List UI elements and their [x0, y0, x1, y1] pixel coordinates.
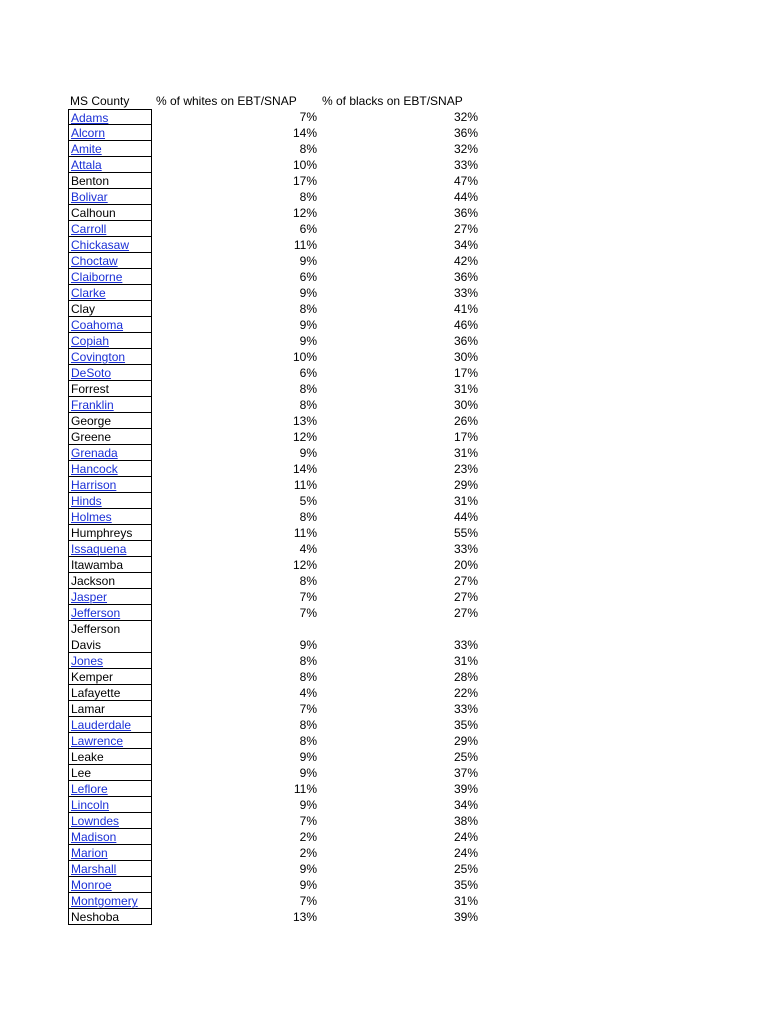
table-row [68, 829, 488, 845]
white-pct-cell: 8% [299, 718, 317, 732]
black-pct-cell: 24% [453, 846, 478, 860]
county-name: Leake [68, 749, 152, 765]
black-pct-cell: 35% [453, 878, 478, 892]
table-row [68, 685, 488, 701]
white-pct-cell: 12% [292, 558, 317, 572]
white-pct-cell: 7% [299, 110, 317, 124]
table-row [68, 141, 488, 157]
table-row [68, 269, 488, 285]
table-row [68, 493, 488, 509]
table-row [68, 381, 488, 397]
white-pct-cell: 13% [292, 414, 317, 428]
white-pct-cell: 7% [299, 894, 317, 908]
table-row [68, 669, 488, 685]
black-pct-cell: 33% [453, 638, 478, 652]
county-link[interactable]: Lawrence [68, 733, 152, 749]
black-pct-cell: 24% [453, 830, 478, 844]
header-county: MS County [70, 94, 130, 108]
white-pct-cell: 8% [299, 382, 317, 396]
county-name: Forrest [68, 381, 152, 397]
white-pct-cell: 10% [292, 158, 317, 172]
black-pct-cell: 34% [453, 798, 478, 812]
table-row [68, 605, 488, 621]
county-link[interactable]: Holmes [68, 509, 152, 525]
table-row [68, 653, 488, 669]
table-header [68, 94, 488, 109]
county-name: Humphreys [68, 525, 152, 541]
white-pct-cell: 9% [299, 334, 317, 348]
county-link[interactable]: Hancock [68, 461, 152, 477]
black-pct-cell: 30% [453, 350, 478, 364]
table-row [68, 717, 488, 733]
black-pct-cell: 44% [453, 190, 478, 204]
table-row [68, 333, 488, 349]
table-row [68, 845, 488, 861]
white-pct-cell: 13% [292, 910, 317, 924]
table-row [68, 157, 488, 173]
white-pct-cell: 9% [299, 862, 317, 876]
white-pct-cell: 11% [293, 782, 317, 796]
white-pct-cell: 17% [292, 174, 317, 188]
black-pct-cell: 36% [453, 206, 478, 220]
white-pct-cell: 10% [292, 350, 317, 364]
county-name: George [68, 413, 152, 429]
white-pct-cell: 8% [299, 190, 317, 204]
county-name: Lee [68, 765, 152, 781]
county-link[interactable]: Madison [68, 829, 152, 845]
black-pct-cell: 22% [453, 686, 478, 700]
header-black-pct: % of blacks on EBT/SNAP [322, 94, 463, 108]
table-row [68, 301, 488, 317]
black-pct-cell: 31% [453, 446, 478, 460]
table-row [68, 557, 488, 573]
white-pct-cell: 9% [299, 750, 317, 764]
black-pct-cell: 44% [453, 510, 478, 524]
table-row [68, 189, 488, 205]
black-pct-cell: 27% [453, 590, 478, 604]
white-pct-cell: 11% [293, 478, 317, 492]
table-row [68, 109, 488, 125]
black-pct-cell: 27% [453, 222, 478, 236]
county-link[interactable]: Chickasaw [68, 237, 152, 253]
table-row [68, 397, 488, 413]
black-pct-cell: 31% [453, 382, 478, 396]
white-pct-cell: 9% [299, 254, 317, 268]
table-row [68, 701, 488, 717]
white-pct-cell: 14% [292, 462, 317, 476]
white-pct-cell: 4% [299, 686, 317, 700]
black-pct-cell: 27% [453, 606, 478, 620]
table-body [68, 109, 488, 925]
black-pct-cell: 17% [453, 430, 478, 444]
white-pct-cell: 6% [299, 270, 317, 284]
white-pct-cell: 6% [299, 366, 317, 380]
white-pct-cell: 7% [299, 814, 317, 828]
county-link[interactable]: Franklin [68, 397, 152, 413]
county-name: Lamar [68, 701, 152, 717]
black-pct-cell: 23% [453, 462, 478, 476]
county-link[interactable]: Leflore [68, 781, 152, 797]
white-pct-cell: 4% [299, 542, 317, 556]
black-pct-cell: 32% [453, 110, 478, 124]
county-name: Jackson [68, 573, 152, 589]
white-pct-cell: 9% [299, 446, 317, 460]
county-name: Lafayette [68, 685, 152, 701]
county-link[interactable]: Covington [68, 349, 152, 365]
county-name: Neshoba [68, 909, 152, 925]
table-row [68, 445, 488, 461]
county-link[interactable]: Coahoma [68, 317, 152, 333]
white-pct-cell: 14% [292, 126, 317, 140]
table-row [68, 573, 488, 589]
county-name: Kemper [68, 669, 152, 685]
black-pct-cell: 35% [453, 718, 478, 732]
county-link[interactable]: Adams [68, 109, 152, 125]
black-pct-cell: 27% [453, 574, 478, 588]
county-name: Clay [68, 301, 152, 317]
black-pct-cell: 28% [453, 670, 478, 684]
county-link[interactable]: Lauderdale [68, 717, 152, 733]
black-pct-cell: 39% [453, 910, 478, 924]
county-table [68, 94, 488, 925]
county-link[interactable]: DeSoto [68, 365, 152, 381]
table-row [68, 781, 488, 797]
county-link[interactable]: Hinds [68, 493, 152, 509]
black-pct-cell: 32% [453, 142, 478, 156]
county-link[interactable]: Bolivar [68, 189, 152, 205]
table-row [68, 509, 488, 525]
county-link[interactable]: Jefferson [68, 605, 152, 621]
county-link[interactable]: Claiborne [68, 269, 152, 285]
white-pct-cell: 8% [299, 142, 317, 156]
black-pct-cell: 31% [453, 894, 478, 908]
county-link[interactable]: Montgomery [68, 893, 152, 909]
white-pct-cell: 12% [292, 430, 317, 444]
county-link[interactable]: Lincoln [68, 797, 152, 813]
county-link[interactable]: Monroe [68, 877, 152, 893]
black-pct-cell: 29% [453, 734, 478, 748]
county-link[interactable]: Jasper [68, 589, 152, 605]
black-pct-cell: 36% [453, 270, 478, 284]
black-pct-cell: 42% [453, 254, 478, 268]
black-pct-cell: 33% [453, 286, 478, 300]
table-row [68, 749, 488, 765]
black-pct-cell: 46% [453, 318, 478, 332]
table-row [68, 429, 488, 445]
table-row [68, 589, 488, 605]
white-pct-cell: 6% [299, 222, 317, 236]
county-link[interactable]: Lowndes [68, 813, 152, 829]
black-pct-cell: 37% [453, 766, 478, 780]
black-pct-cell: 41% [453, 302, 478, 316]
black-pct-cell: 38% [453, 814, 478, 828]
white-pct-cell: 8% [299, 510, 317, 524]
white-pct-cell: 8% [299, 302, 317, 316]
table-row [68, 285, 488, 301]
white-pct-cell: 2% [299, 846, 317, 860]
white-pct-cell: 9% [299, 638, 317, 652]
table-row [68, 237, 488, 253]
black-pct-cell: 30% [453, 398, 478, 412]
county-link[interactable]: Grenada [68, 445, 152, 461]
county-name: Jefferson Davis [68, 621, 152, 653]
county-link[interactable]: Marion [68, 845, 152, 861]
black-pct-cell: 36% [453, 126, 478, 140]
black-pct-cell: 29% [453, 478, 478, 492]
county-name: Benton [68, 173, 152, 189]
table-row [68, 317, 488, 333]
white-pct-cell: 12% [292, 206, 317, 220]
white-pct-cell: 9% [299, 286, 317, 300]
black-pct-cell: 26% [453, 414, 478, 428]
black-pct-cell: 33% [453, 158, 478, 172]
black-pct-cell: 17% [453, 366, 478, 380]
white-pct-cell: 8% [299, 654, 317, 668]
black-pct-cell: 20% [453, 558, 478, 572]
table-row [68, 541, 488, 557]
county-name: Greene [68, 429, 152, 445]
white-pct-cell: 9% [299, 766, 317, 780]
black-pct-cell: 55% [453, 526, 478, 540]
county-link[interactable]: Choctaw [68, 253, 152, 269]
black-pct-cell: 25% [453, 750, 478, 764]
white-pct-cell: 11% [293, 238, 317, 252]
county-name: Itawamba [68, 557, 152, 573]
table-row [68, 893, 488, 909]
black-pct-cell: 31% [453, 654, 478, 668]
white-pct-cell: 8% [299, 734, 317, 748]
county-link[interactable]: Clarke [68, 285, 152, 301]
white-pct-cell: 8% [299, 574, 317, 588]
table-row [68, 909, 488, 925]
county-link[interactable]: Amite [68, 141, 152, 157]
table-row [68, 461, 488, 477]
table-row [68, 525, 488, 541]
white-pct-cell: 7% [299, 590, 317, 604]
black-pct-cell: 36% [453, 334, 478, 348]
table-row [68, 205, 488, 221]
black-pct-cell: 39% [453, 782, 478, 796]
white-pct-cell: 8% [299, 670, 317, 684]
header-white-pct: % of whites on EBT/SNAP [156, 94, 297, 108]
white-pct-cell: 5% [299, 494, 317, 508]
table-row [68, 621, 488, 653]
county-link[interactable]: Issaquena [68, 541, 152, 557]
white-pct-cell: 8% [299, 398, 317, 412]
white-pct-cell: 7% [299, 606, 317, 620]
white-pct-cell: 11% [293, 526, 317, 540]
county-link[interactable]: Jones [68, 653, 152, 669]
black-pct-cell: 33% [453, 542, 478, 556]
table-row [68, 221, 488, 237]
table-row [68, 413, 488, 429]
table-row [68, 125, 488, 141]
county-link[interactable]: Harrison [68, 477, 152, 493]
table-row [68, 765, 488, 781]
white-pct-cell: 2% [299, 830, 317, 844]
county-link[interactable]: Attala [68, 157, 152, 173]
table-row [68, 349, 488, 365]
white-pct-cell: 9% [299, 318, 317, 332]
county-link[interactable]: Copiah [68, 333, 152, 349]
black-pct-cell: 33% [453, 702, 478, 716]
table-row [68, 173, 488, 189]
county-link[interactable]: Alcorn [68, 125, 152, 141]
county-name: Calhoun [68, 205, 152, 221]
table-row [68, 365, 488, 381]
table-row [68, 477, 488, 493]
table-row [68, 797, 488, 813]
table-row [68, 733, 488, 749]
table-row [68, 253, 488, 269]
black-pct-cell: 25% [453, 862, 478, 876]
white-pct-cell: 9% [299, 798, 317, 812]
black-pct-cell: 47% [453, 174, 478, 188]
county-link[interactable]: Marshall [68, 861, 152, 877]
table-row [68, 877, 488, 893]
table-row [68, 861, 488, 877]
black-pct-cell: 31% [453, 494, 478, 508]
white-pct-cell: 9% [299, 878, 317, 892]
county-link[interactable]: Carroll [68, 221, 152, 237]
table-row [68, 813, 488, 829]
white-pct-cell: 7% [299, 702, 317, 716]
black-pct-cell: 34% [453, 238, 478, 252]
